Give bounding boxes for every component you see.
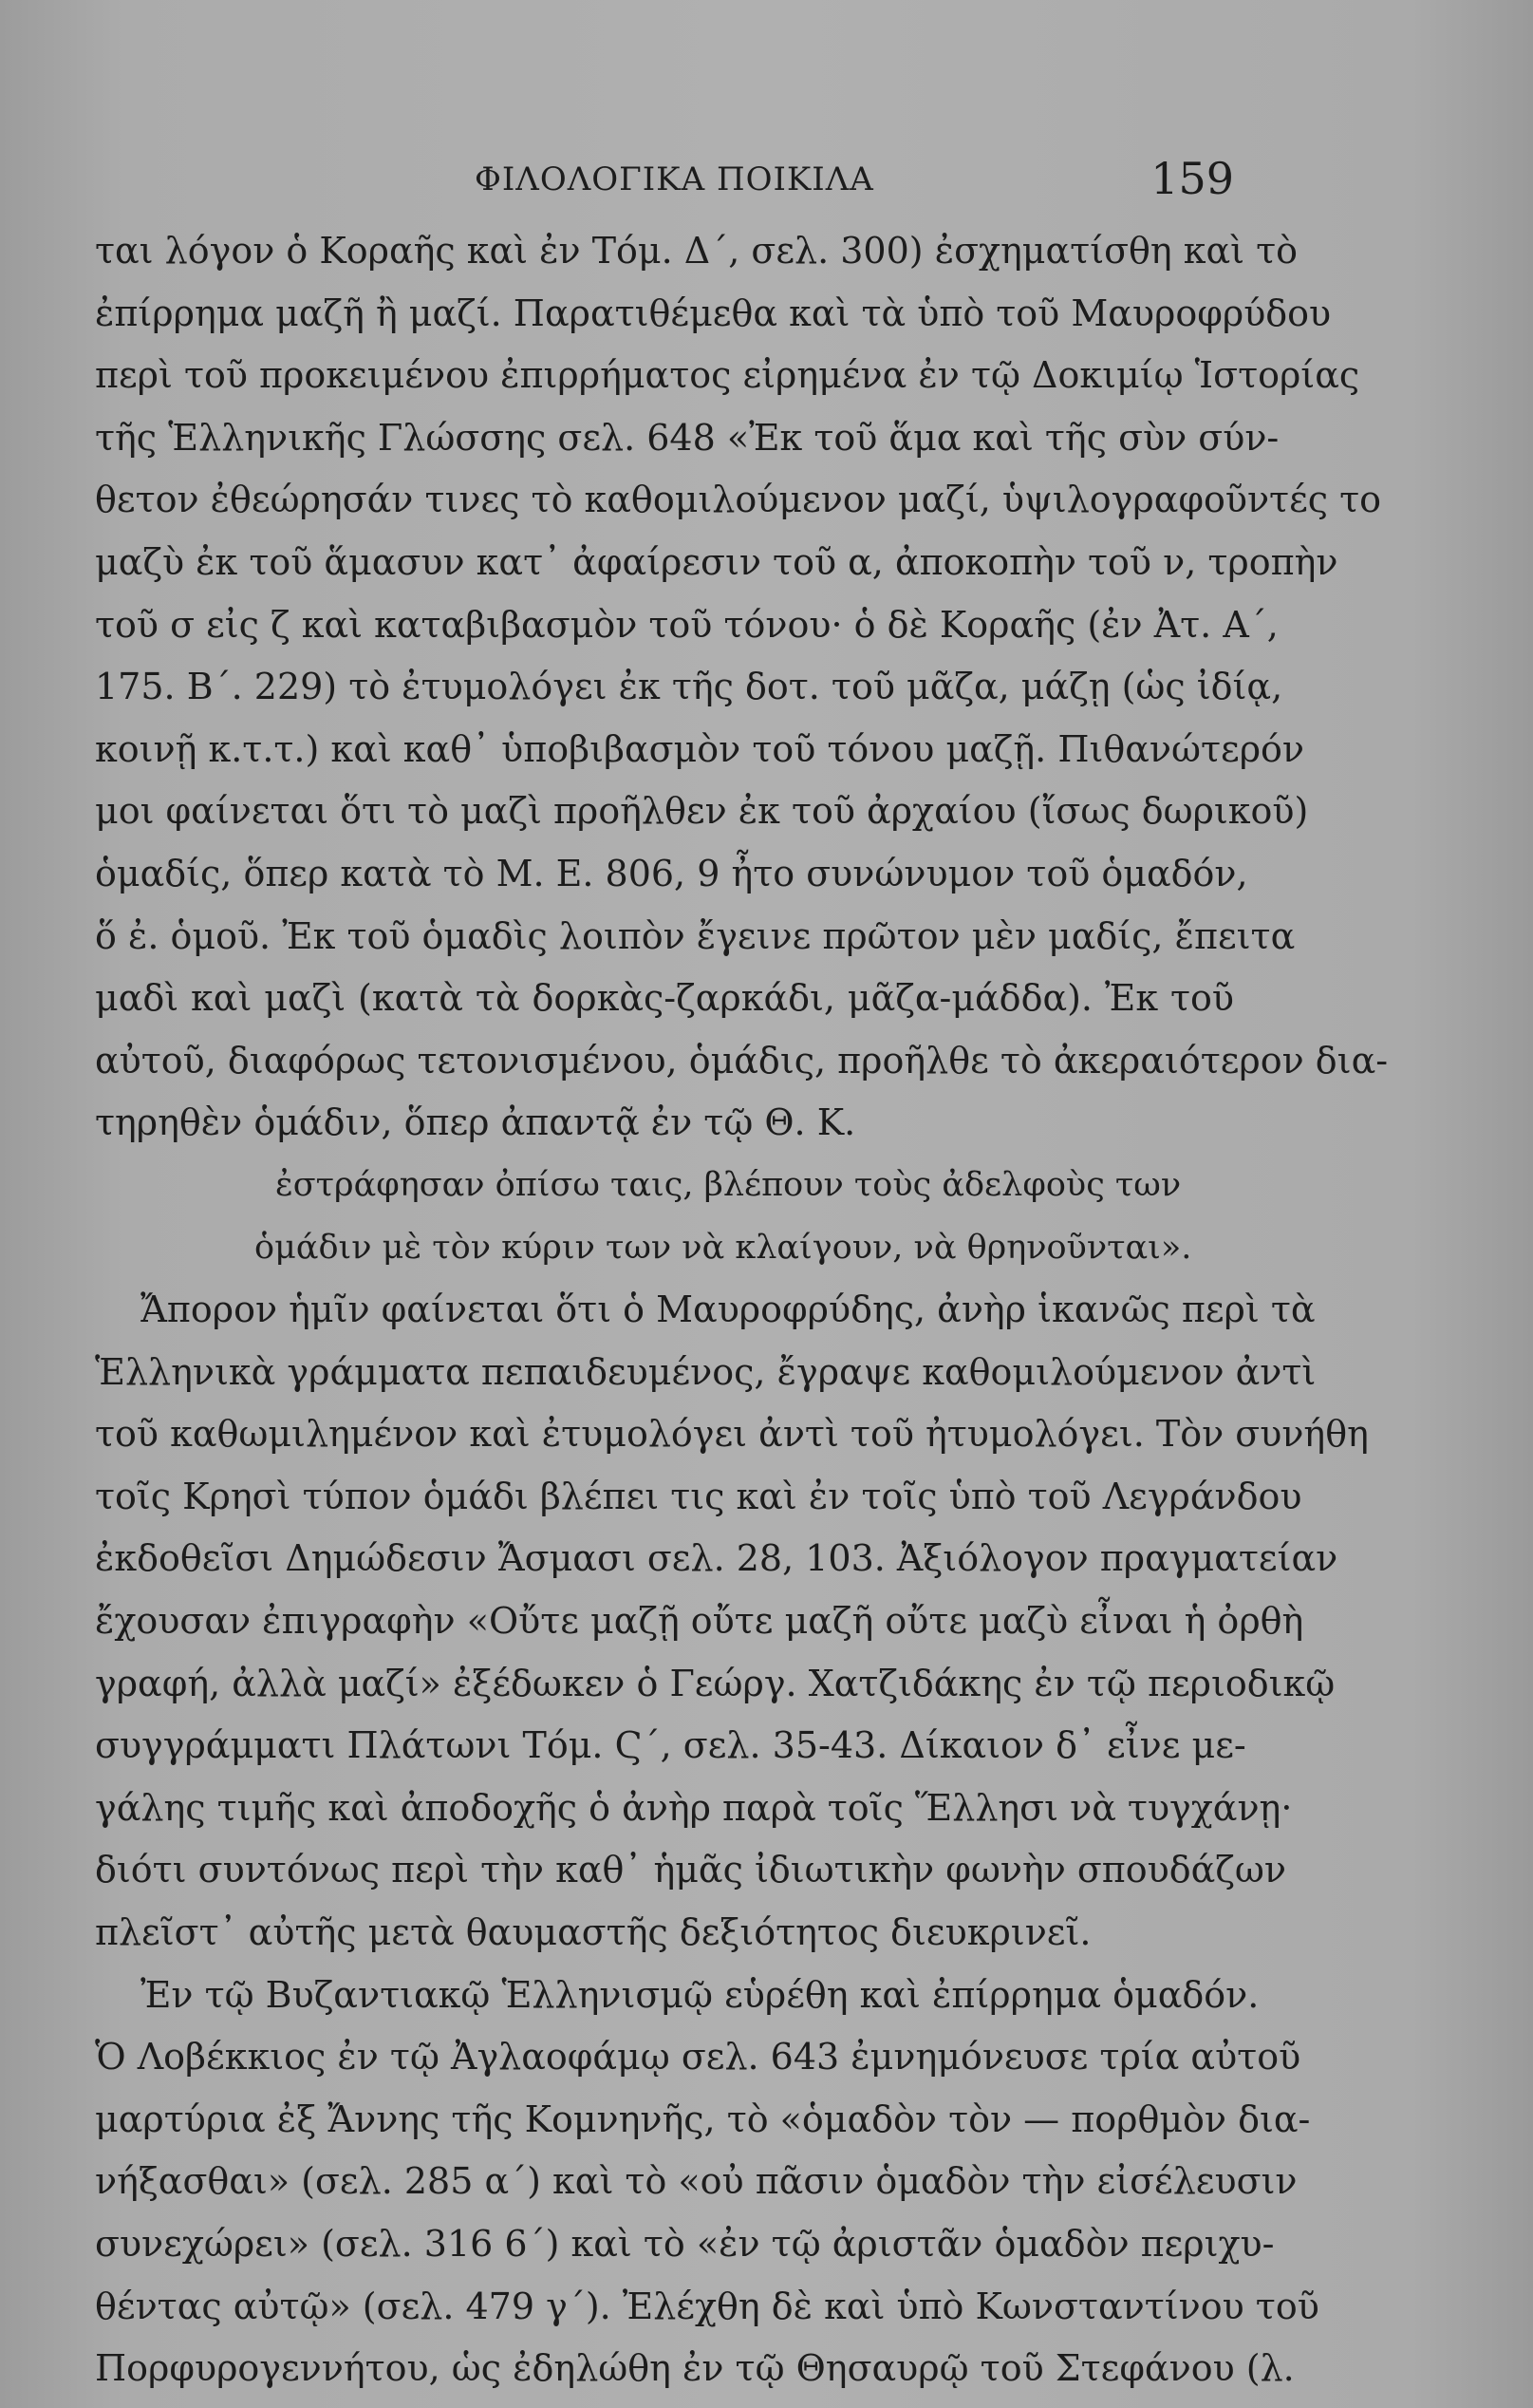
text-line: συνεχώρει» (σελ. 316 6΄) καὶ τὸ «ἐν τῷ ἀριστᾶν ὁμαδὸν περιχυ- <box>95 2223 1275 2265</box>
running-title: ΦΙΛΟΛΟΓΙΚΑ ΠΟΙΚΙΛΑ <box>475 160 874 198</box>
text-line: θετον ἐθεώρησάν τινες τὸ καθομιλούμενον μαζί, ὑψιλογραφοῦντές το <box>95 479 1382 521</box>
text-line: μαζὺ ἐκ τοῦ ἅμασυν κατ᾽ ἀφαίρεσιν τοῦ α, ἀποκοπὴν τοῦ ν, τροπὴν <box>95 540 1338 583</box>
text-line: ἐκδοθεῖσι Δημώδεσιν Ἄσμασι σελ. 28, 103. Ἀξιόλογον πραγματείαν <box>95 1537 1338 1580</box>
text-line: τοῖς Κρησὶ τύπον ὁμάδι βλέπει τις καὶ ἐν τοῖς ὑπὸ τοῦ Λεγράνδου <box>95 1475 1302 1517</box>
text-line: Ὁ Λοβέκκιος ἐν τῷ Ἀγλαοφάμῳ σελ. 643 ἐμνημόνευσε τρία αὐτοῦ <box>95 2036 1301 2079</box>
text-line: μαδὶ καὶ μαζὶ (κατὰ τὰ δορκὰς-ζαρκάδι, μᾶζα-μάδδα). Ἐκ τοῦ <box>95 977 1234 1020</box>
text-line: τῆς Ἑλληνικῆς Γλώσσης σελ. 648 «Ἐκ τοῦ ἅμα καὶ τῆς σὺν σύν- <box>95 416 1280 459</box>
text-line: Ἐν τῷ Βυζαντιακῷ Ἑλληνισμῷ εὑρέθη καὶ ἐπίρρημα ὁμαδόν. <box>140 1973 1260 2016</box>
text-line: τηρηθὲν ὁμάδιν, ὅπερ ἀπαντᾷ ἐν τῷ Θ. Κ. <box>95 1101 856 1144</box>
text-line: γάλης τιμῆς καὶ ἀποδοχῆς ὁ ἀνὴρ παρὰ τοῖς Ἕλλησι νὰ τυγχάνῃ· <box>95 1786 1293 1829</box>
text-line: γραφή, ἀλλὰ μαζί» ἐξέδωκεν ὁ Γεώργ. Χατζιδάκης ἐν τῷ περιοδικῷ <box>95 1662 1336 1704</box>
text-line: πλεῖστ᾽ αὐτῆς μετὰ θαυμαστῆς δεξιότητος διευκρινεῖ. <box>95 1911 1092 1954</box>
text-line: διότι συντόνως περὶ τὴν καθ᾽ ἡμᾶς ἰδιωτικὴν φωνὴν σπουδάζων <box>95 1849 1286 1891</box>
text-line: Ἑλληνικὰ γράμματα πεπαιδευμένος, ἔγραψε καθομιλούμενον ἀντὶ <box>95 1350 1317 1393</box>
text-line: περὶ τοῦ προκειμένου ἐπιρρήματος εἰρημένα ἐν τῷ Δοκιμίῳ Ἱστορίας <box>95 354 1360 397</box>
page-number: 159 <box>1150 153 1234 204</box>
text-line: Πορφυρογεννήτου, ὡς ἐδηλώθη ἐν τῷ Θησαυρῷ τοῦ Στεφάνου (λ. <box>95 2347 1295 2390</box>
text-line: αὐτοῦ, διαφόρως τετονισμένου, ὁμάδις, προῆλθε τὸ ἀκεραιότερον δια- <box>95 1039 1389 1082</box>
text-line: κοινῇ κ.τ.τ.) καὶ καθ᾽ ὑποβιβασμὸν τοῦ τόνου μαζῇ. Πιθανώτερόν <box>95 727 1305 770</box>
text-line: θέντας αὐτῷ» (σελ. 479 γ΄). Ἐλέχθη δὲ καὶ ὑπὸ Κωνσταντίνου τοῦ <box>95 2285 1319 2327</box>
text-line: ἔχουσαν ἐπιγραφὴν «Οὔτε μαζῇ οὔτε μαζῆ οὔτε μαζὺ εἶναι ἡ ὀρθὴ <box>95 1600 1304 1643</box>
text-line: ὁμαδίς, ὅπερ κατὰ τὸ Μ. Ε. 806, 9 ἦτο συνώνυμον τοῦ ὁμαδόν, <box>95 852 1248 894</box>
text-line: ὅ ἐ. ὁμοῦ. Ἐκ τοῦ ὁμαδὶς λοιπὸν ἔγεινε πρῶτον μὲν μαδίς, ἔπειτα <box>95 914 1296 957</box>
verse-line: ὁμάδιν μὲ τὸν κύριν των νὰ κλαίγουν, νὰ θρηνοῦνται». <box>254 1228 1192 1267</box>
text-line: νήξασθαι» (σελ. 285 α΄) καὶ τὸ «οὐ πᾶσιν ὁμαδὸν τὴν εἰσέλευσιν <box>95 2160 1298 2203</box>
text-line: τοῦ καθωμιλημένον καὶ ἐτυμολόγει ἀντὶ τοῦ ἠτυμολόγει. Τὸν συνήθη <box>95 1413 1369 1456</box>
body-text <box>95 220 1389 2400</box>
text-line: μαρτύρια ἐξ Ἄννης τῆς Κομνηνῆς, τὸ «ὁμαδὸν τὸν — πορθμὸν δια- <box>95 2098 1311 2140</box>
page-header <box>95 153 1234 214</box>
text-line: ται λόγον ὁ Κοραῆς καὶ ἐν Τόμ. Δ΄, σελ. 300) ἐσχηματίσθη καὶ τὸ <box>95 230 1299 272</box>
verse-line: ἐστράφησαν ὀπίσω ταις, βλέπουν τοὺς ἀδελφοὺς των <box>275 1165 1182 1204</box>
text-line: 175. Β΄. 229) τὸ ἐτυμολόγει ἐκ τῆς δοτ. τοῦ μᾶζα, μάζῃ (ὡς ἰδίᾳ, <box>95 666 1283 708</box>
text-line: Ἄπορον ἡμῖν φαίνεται ὅτι ὁ Μαυροφρύδης, ἀνὴρ ἱκανῶς περὶ τὰ <box>140 1289 1316 1331</box>
text-line: συγγράμματι Πλάτωνι Τόμ. Ϛ΄, σελ. 35-43. Δίκαιον δ᾽ εἶνε με- <box>95 1724 1246 1767</box>
text-line: μοι φαίνεται ὅτι τὸ μαζὶ προῆλθεν ἐκ τοῦ ἀρχαίου (ἴσως δωρικοῦ) <box>95 790 1309 833</box>
text-line: τοῦ σ εἰς ζ καὶ καταβιβασμὸν τοῦ τόνου· ὁ δὲ Κοραῆς (ἐν Ἀτ. Α΄, <box>95 603 1279 646</box>
text-line: ἐπίρρημα μαζῆ ἢ μαζί. Παρατιθέμεθα καὶ τὰ ὑπὸ τοῦ Μαυροφρύδου <box>95 292 1332 334</box>
